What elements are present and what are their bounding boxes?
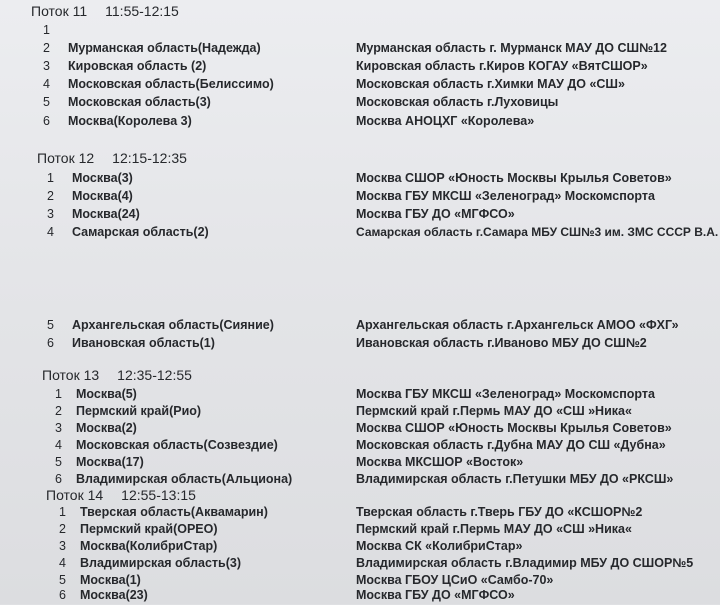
team-name: Москва(5) xyxy=(76,387,137,401)
stream-time: 12:35-12:55 xyxy=(117,367,192,383)
organization: Ивановская область г.Иваново МБУ ДО СШ№2 xyxy=(356,336,647,350)
organization: Москва ГБУ ДО «МГФСО» xyxy=(356,588,515,602)
organization: Москва ГБУ ДО «МГФСО» xyxy=(356,207,515,221)
table-row xyxy=(0,225,720,242)
organization: Москва ГБОУ ЦСиО «Самбо-70» xyxy=(356,573,554,587)
team-name: Пермский край(Рио) xyxy=(76,404,202,418)
row-number: 5 xyxy=(59,573,66,587)
row-number: 4 xyxy=(59,556,66,570)
table-row xyxy=(0,59,720,76)
row-number: 5 xyxy=(43,95,50,109)
table-row xyxy=(0,404,720,421)
team-name: Московская область(Белиссимо) xyxy=(68,77,274,91)
team-name: Самарская область(2) xyxy=(72,225,209,239)
table-row xyxy=(0,95,720,112)
row-number: 5 xyxy=(47,318,54,332)
row-number: 1 xyxy=(43,23,50,37)
row-number: 3 xyxy=(59,539,66,553)
team-name: Московская область(3) xyxy=(68,95,211,109)
organization: Пермский край г.Пермь МАУ ДО «СШ »Ника« xyxy=(356,404,632,418)
stream-11-title xyxy=(31,3,179,19)
table-row xyxy=(0,387,720,404)
table-row xyxy=(0,23,720,40)
team-name: Владимирская область(Альциона) xyxy=(76,472,293,486)
row-number: 2 xyxy=(59,522,66,536)
team-name: Москва(24) xyxy=(72,207,140,221)
organization: Московская область г.Луховицы xyxy=(356,95,559,109)
row-number: 6 xyxy=(43,114,50,128)
organization: Москва ГБУ МКСШ «Зеленоград» Москомспорта xyxy=(356,189,655,203)
table-row xyxy=(0,455,720,472)
organization: Москва АНОЦХГ «Королева» xyxy=(356,114,535,128)
row-number: 3 xyxy=(55,421,62,435)
table-row xyxy=(0,114,720,131)
row-number: 6 xyxy=(47,336,54,350)
organization: Москва СШОР «Юность Москвы Крылья Советов» xyxy=(356,171,672,185)
table-row xyxy=(0,421,720,438)
organization: Тверская область г.Тверь ГБУ ДО «КСШОР№2 xyxy=(356,505,643,519)
table-row xyxy=(0,522,720,539)
row-number: 6 xyxy=(55,472,62,486)
row-number: 5 xyxy=(55,455,62,469)
organization: Владимирская область г.Петушки МБУ ДО «РКСШ» xyxy=(356,472,674,486)
row-number: 2 xyxy=(55,404,62,418)
organization: Самарская область г.Самара МБУ СШ№3 им. ЗМС СССР В.А. xyxy=(356,225,719,239)
team-name: Москва(17) xyxy=(76,455,144,469)
stream-12-title xyxy=(37,150,187,166)
team-name: Москва(4) xyxy=(72,189,133,203)
organization: Мурманская область г. Мурманск МАУ ДО СШ№12 xyxy=(356,41,667,55)
row-number: 4 xyxy=(55,438,62,452)
organization: Владимирская область г.Владимир МБУ ДО СШОР№5 xyxy=(356,556,694,570)
organization: Москва СК «КолибриСтар» xyxy=(356,539,523,553)
row-number: 4 xyxy=(47,225,54,239)
organization: Архангельская область г.Архангельск АМОО «ФХГ» xyxy=(356,318,679,332)
row-number: 3 xyxy=(43,59,50,73)
team-name: Тверская область(Аквамарин) xyxy=(80,505,268,519)
team-name: Московская область(Созвездие) xyxy=(76,438,278,452)
team-name: Мурманская область(Надежда) xyxy=(68,41,261,55)
stream-13-title xyxy=(42,367,192,383)
table-row xyxy=(0,171,720,188)
row-number: 3 xyxy=(47,207,54,221)
stream-name: Поток 12 xyxy=(37,150,95,166)
team-name: Пермский край(ОРЕО) xyxy=(80,522,218,536)
organization: Москва МКСШОР «Восток» xyxy=(356,455,524,469)
row-number: 6 xyxy=(59,588,66,602)
organization: Пермский край г.Пермь МАУ ДО «СШ »Ника« xyxy=(356,522,632,536)
table-row xyxy=(0,438,720,455)
table-row xyxy=(0,539,720,556)
table-row xyxy=(0,556,720,573)
team-name: Москва(23) xyxy=(80,588,148,602)
row-number: 2 xyxy=(47,189,54,203)
stream-time: 11:55-12:15 xyxy=(105,3,179,19)
row-number: 1 xyxy=(59,505,66,519)
team-name: Москва(КолибриСтар) xyxy=(80,539,218,553)
team-name: Кировская область (2) xyxy=(68,59,207,73)
row-number: 1 xyxy=(55,387,62,401)
table-row xyxy=(0,189,720,206)
team-name: Архангельская область(Сияние) xyxy=(72,318,274,332)
team-name: Москва(3) xyxy=(72,171,133,185)
table-row xyxy=(0,207,720,224)
table-row xyxy=(0,588,720,605)
table-row xyxy=(0,77,720,94)
organization: Москва ГБУ МКСШ «Зеленоград» Москомспорта xyxy=(356,387,655,401)
organization: Московская область г.Химки МАУ ДО «СШ» xyxy=(356,77,625,91)
row-number: 1 xyxy=(47,171,54,185)
team-name: Москва(1) xyxy=(80,573,141,587)
stream-14-title xyxy=(46,487,196,503)
stream-name: Поток 11 xyxy=(31,3,88,19)
table-row xyxy=(0,41,720,58)
stream-time: 12:15-12:35 xyxy=(112,150,187,166)
team-name: Владимирская область(3) xyxy=(80,556,242,570)
stream-time: 12:55-13:15 xyxy=(121,487,196,503)
organization: Кировская область г.Киров КОГАУ «ВятСШОР» xyxy=(356,59,648,73)
organization: Москва СШОР «Юность Москвы Крылья Советов» xyxy=(356,421,672,435)
table-row xyxy=(0,505,720,522)
team-name: Ивановская область(1) xyxy=(72,336,215,350)
row-number: 2 xyxy=(43,41,50,55)
stream-name: Поток 13 xyxy=(42,367,100,383)
organization: Московская область г.Дубна МАУ ДО СШ «Дубна» xyxy=(356,438,666,452)
stream-name: Поток 14 xyxy=(46,487,104,503)
table-row xyxy=(0,318,720,335)
team-name: Москва(2) xyxy=(76,421,137,435)
team-name: Москва(Королева 3) xyxy=(68,114,192,128)
table-row xyxy=(0,336,720,353)
row-number: 4 xyxy=(43,77,50,91)
